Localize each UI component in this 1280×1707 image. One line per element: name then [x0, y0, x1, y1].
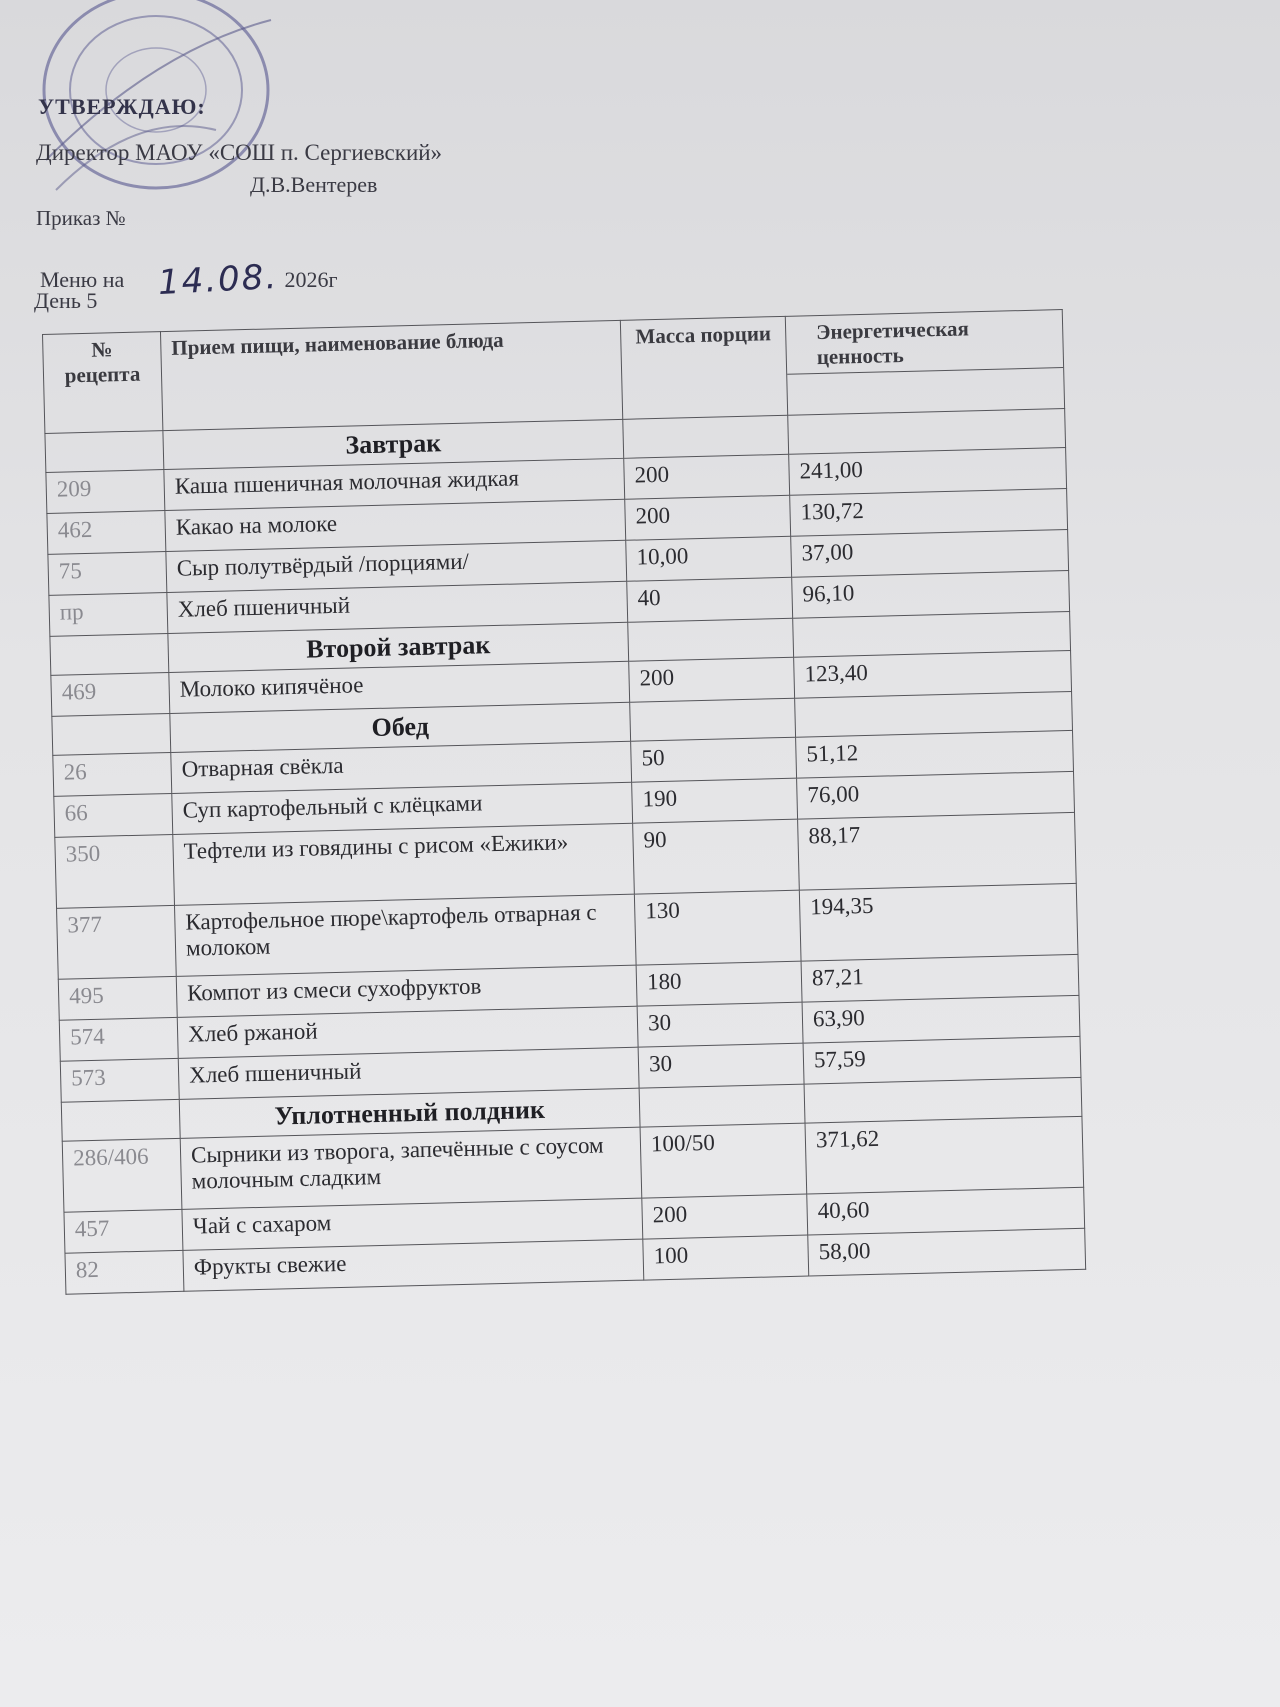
- dish-name: Какао на молоке: [165, 499, 626, 551]
- portion-mass: 130: [634, 890, 801, 965]
- dish-name: Хлеб ржаной: [177, 1006, 638, 1058]
- portion-mass: 200: [629, 657, 795, 702]
- col-header-num: № рецепта: [43, 332, 163, 434]
- dish-name: Фрукты свежие: [183, 1239, 644, 1291]
- energy-value: 123,40: [794, 650, 1072, 698]
- portion-mass: 200: [642, 1194, 808, 1239]
- energy-value: 51,12: [796, 730, 1074, 778]
- energy-value: 194,35: [799, 883, 1078, 961]
- director-line: Директор МАОУ «СОШ п. Сергиевский»: [36, 140, 443, 165]
- portion-mass: 30: [637, 1002, 803, 1047]
- energy-value: 371,62: [805, 1116, 1084, 1194]
- portion-mass: 50: [631, 737, 797, 782]
- section-empty-cell: [623, 415, 789, 458]
- section-empty-cell: [45, 431, 164, 473]
- dish-name: Каша пшеничная молочная жидкая: [164, 458, 625, 510]
- menu-date-handwritten: 14.08.: [157, 256, 280, 304]
- dish-name: Чай с сахаром: [182, 1198, 643, 1250]
- recipe-code: 469: [51, 673, 170, 717]
- recipe-code: 457: [64, 1209, 183, 1253]
- portion-mass: 10,00: [626, 536, 792, 581]
- signer-name: Д.В.Вентерев: [250, 172, 378, 197]
- portion-mass: 200: [625, 495, 791, 540]
- energy-value: 37,00: [791, 530, 1069, 578]
- section-empty-cell: [639, 1084, 805, 1127]
- menu-table-body: [45, 409, 1086, 1295]
- portion-mass: 90: [633, 819, 800, 894]
- col-header-mass: Масса порции: [620, 316, 787, 419]
- section-empty-cell: [630, 698, 796, 741]
- recipe-code: 573: [60, 1058, 179, 1102]
- dish-name: Тефтели из говядины с рисом «Ежики»: [173, 823, 635, 905]
- energy-value: 87,21: [801, 954, 1079, 1002]
- col-header-energy-sub: [787, 368, 1064, 407]
- menu-year: 2026г: [284, 267, 338, 292]
- dish-name: Сыр полутвёрдый /порциями/: [166, 540, 627, 592]
- section-empty-cell: [804, 1077, 1082, 1123]
- menu-label: Меню на: [40, 267, 125, 292]
- portion-mass: 200: [624, 454, 790, 499]
- energy-value: 88,17: [798, 812, 1077, 890]
- portion-mass: 40: [627, 577, 793, 622]
- dish-name: Хлеб пшеничный: [167, 581, 628, 633]
- portion-mass: 100/50: [640, 1123, 807, 1198]
- portion-mass: 180: [636, 961, 802, 1006]
- recipe-code: 574: [59, 1017, 178, 1061]
- recipe-code: 377: [57, 905, 177, 979]
- section-title: Уплотненный полдник: [179, 1088, 640, 1138]
- col-header-energy: [785, 310, 1064, 416]
- dish-name: Картофельное пюре\картофель отварная с молоком: [175, 894, 637, 976]
- recipe-code: 286/406: [62, 1138, 182, 1212]
- section-title: Второй завтрак: [168, 622, 629, 672]
- energy-value: 130,72: [790, 489, 1068, 537]
- portion-mass: 100: [643, 1235, 809, 1280]
- section-empty-cell: [628, 618, 794, 661]
- recipe-code: 66: [54, 793, 173, 837]
- portion-mass: 30: [638, 1043, 804, 1088]
- energy-value: 58,00: [808, 1228, 1086, 1276]
- section-title: Обед: [170, 702, 631, 752]
- energy-value: 40,60: [807, 1187, 1085, 1235]
- dish-name: Хлеб пшеничный: [178, 1047, 639, 1099]
- recipe-code: 82: [65, 1250, 184, 1294]
- menu-table: [42, 309, 1086, 1295]
- recipe-code: пр: [49, 593, 168, 637]
- recipe-code: 75: [48, 552, 167, 596]
- section-title: Завтрак: [163, 419, 624, 469]
- recipe-code: 495: [58, 976, 177, 1020]
- recipe-code: 209: [46, 470, 165, 514]
- menu-table-wrapper: [42, 309, 1085, 1295]
- section-empty-cell: [50, 634, 169, 676]
- section-empty-cell: [793, 611, 1071, 657]
- order-label: Приказ №: [36, 206, 126, 230]
- energy-value: 57,59: [803, 1036, 1081, 1084]
- section-empty-cell: [788, 409, 1066, 455]
- recipe-code: 462: [47, 511, 166, 555]
- col-header-energy-label: Энергетическая ценность: [786, 310, 1063, 375]
- energy-value: 96,10: [792, 570, 1070, 618]
- section-empty-cell: [52, 713, 171, 755]
- portion-mass: 190: [632, 778, 798, 823]
- approve-label: УТВЕРЖДАЮ:: [38, 94, 206, 119]
- recipe-code: 26: [53, 752, 172, 796]
- dish-name: Молоко кипячёное: [169, 661, 630, 713]
- recipe-code: 350: [55, 834, 175, 908]
- dish-name: Компот из смеси сухофруктов: [176, 965, 637, 1017]
- energy-value: 63,90: [802, 995, 1080, 1043]
- section-empty-cell: [795, 691, 1073, 737]
- dish-name: Сырники из творога, запечённые с соусом молочным сладким: [180, 1127, 642, 1209]
- section-empty-cell: [61, 1099, 180, 1141]
- dish-name: Отварная свёкла: [171, 741, 632, 793]
- col-header-name: Прием пищи, наименование блюда: [160, 320, 622, 430]
- day-label: День 5: [34, 288, 98, 313]
- dish-name: Суп картофельный с клёцками: [172, 782, 633, 834]
- energy-value: 76,00: [797, 771, 1075, 819]
- energy-value: 241,00: [789, 448, 1067, 496]
